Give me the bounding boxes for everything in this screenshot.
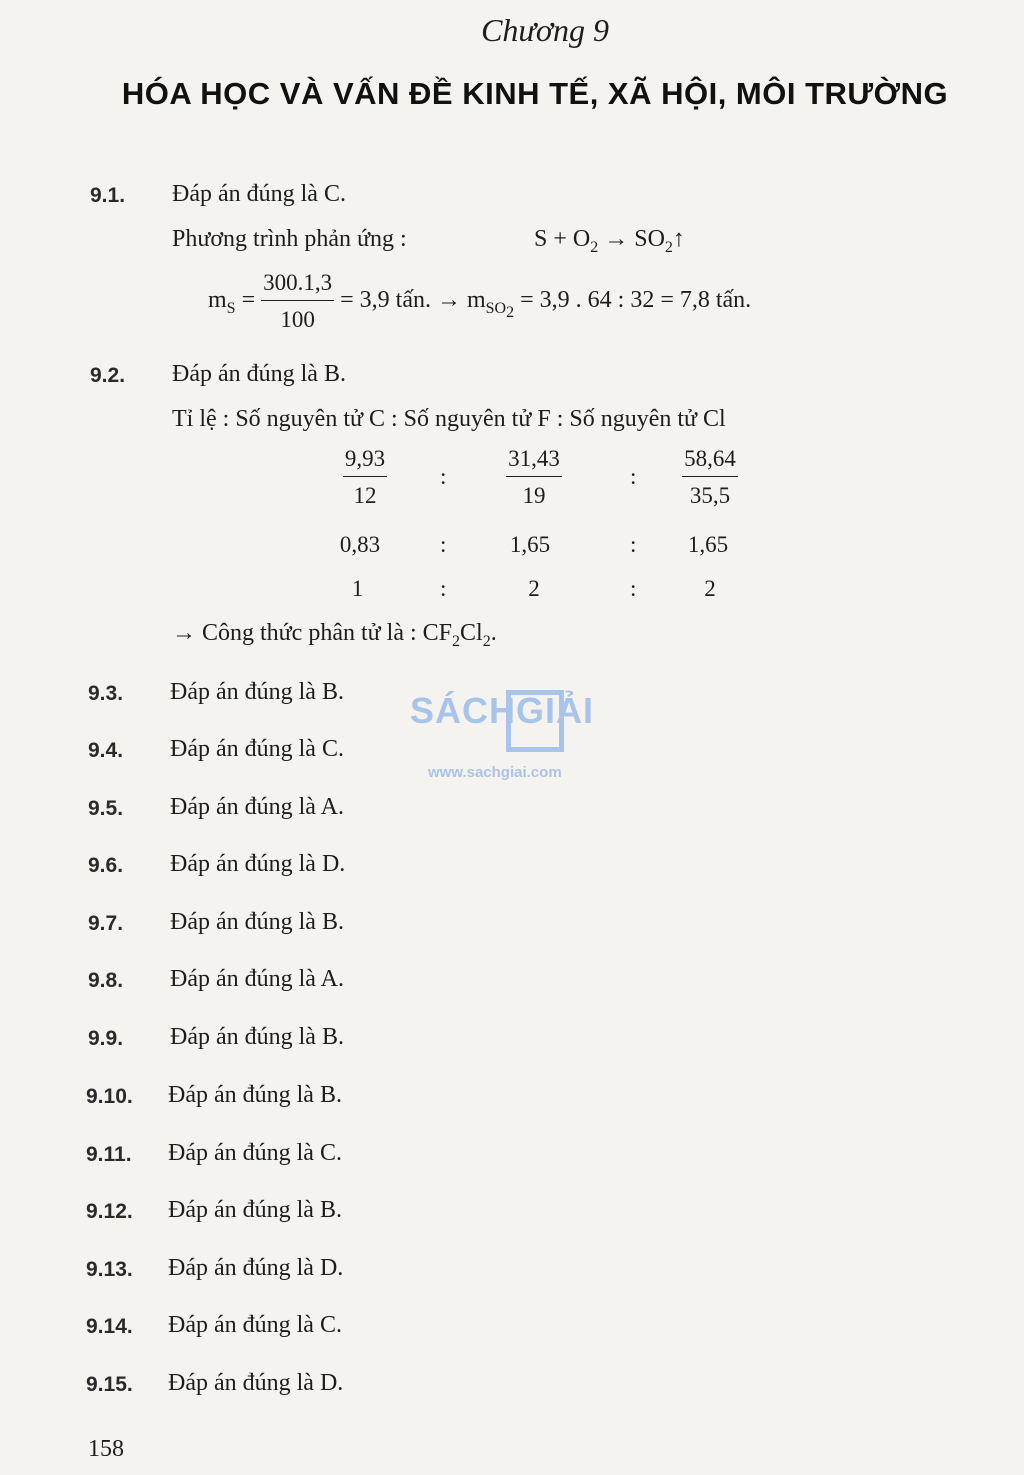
ratio-colon: :	[440, 532, 447, 557]
question-number: 9.2.	[90, 364, 126, 387]
molecular-formula: → Công thức phân tử là : $CF_2Cl_2$.	[172, 620, 497, 650]
ratio-colon: :	[630, 576, 637, 601]
equation-label: Phương trình phản ứng :	[172, 226, 407, 252]
question-number: 9.11.	[86, 1143, 132, 1166]
answer-text: Đáp án đúng là D.	[170, 851, 346, 877]
ratio-value: 2	[528, 576, 540, 601]
answer-text: Đáp án đúng là A.	[170, 794, 344, 820]
question-number: 9.8.	[88, 969, 124, 992]
question-number: 9.10.	[86, 1085, 133, 1108]
question-number: 9.15.	[86, 1373, 133, 1396]
answer-text: Đáp án đúng là B.	[168, 1197, 342, 1223]
answer-text: Đáp án đúng là B.	[170, 679, 344, 705]
question-number: 9.9.	[88, 1027, 124, 1050]
ratio-colon: :	[630, 532, 637, 557]
ratio-value: 0,83	[339, 532, 381, 557]
answer-text: Đáp án đúng là A.	[170, 966, 344, 992]
watermark-logo: SÁCHGIẢI	[410, 690, 595, 731]
question-number: 9.7.	[88, 912, 124, 935]
answer-text: Đáp án đúng là B.	[170, 909, 344, 935]
mass-calculation: $m_S$ = $\frac{300.1,3}{100}$ = 3,9 tấn. → $m_{SO_2} = 3,9$ . 64 : 32 = 7,8 tấn.	[208, 270, 752, 332]
ratio-colon: :	[630, 464, 637, 489]
answer-text: Đáp án đúng là C.	[168, 1140, 342, 1166]
ratio-value: 1,65	[509, 532, 551, 557]
ratio-fraction-c: $\frac{9,93}{12}$	[344, 446, 386, 508]
ratio-line: Tỉ lệ : Số nguyên tử C : Số nguyên tử F : Số nguyên tử Cl	[172, 406, 726, 432]
answer-text: Đáp án đúng là B.	[170, 1024, 344, 1050]
chapter-heading: Chương 9	[481, 12, 609, 48]
question-number: 9.4.	[88, 739, 124, 762]
question-number: 9.1.	[90, 184, 126, 207]
fraction: $\frac{300.1,3}{100}$	[263, 270, 333, 332]
chapter-title: HÓA HỌC VÀ VẤN ĐỀ KINH TẾ, XÃ HỘI, MÔI TRƯỜNG	[121, 76, 949, 111]
ratio-fraction-cl: $\frac{58,64}{35,5}$	[684, 446, 736, 508]
ratio-value: 1,65	[687, 532, 729, 557]
question-number: 9.6.	[88, 854, 124, 877]
answer-text: Đáp án đúng là B.	[168, 1082, 342, 1108]
answer-text: Đáp án đúng là D.	[168, 1255, 344, 1281]
question-number: 9.3.	[88, 682, 124, 705]
page-number: 158	[88, 1436, 124, 1462]
ratio-colon: :	[440, 576, 447, 601]
watermark-url: www.sachgiai.com	[428, 764, 562, 781]
ratio-colon: :	[440, 464, 447, 489]
ratio-fraction-f: $\frac{31,43}{19}$	[508, 446, 560, 508]
ratio-value: 2	[704, 576, 716, 601]
ratio-value: 1	[351, 576, 364, 601]
question-number: 9.5.	[88, 797, 124, 820]
answer-text: Đáp án đúng là C.	[168, 1312, 342, 1338]
question-number: 9.12.	[86, 1200, 133, 1223]
answer-text: Đáp án đúng là D.	[168, 1370, 344, 1396]
question-number: 9.13.	[86, 1258, 133, 1281]
answer-text: Đáp án đúng là C.	[172, 181, 346, 207]
answer-text: Đáp án đúng là B.	[172, 361, 346, 387]
answer-text: Đáp án đúng là C.	[170, 736, 344, 762]
question-number: 9.14.	[86, 1315, 133, 1338]
reaction-equation: $S + O_2$ → $SO_2↑$	[534, 226, 685, 256]
